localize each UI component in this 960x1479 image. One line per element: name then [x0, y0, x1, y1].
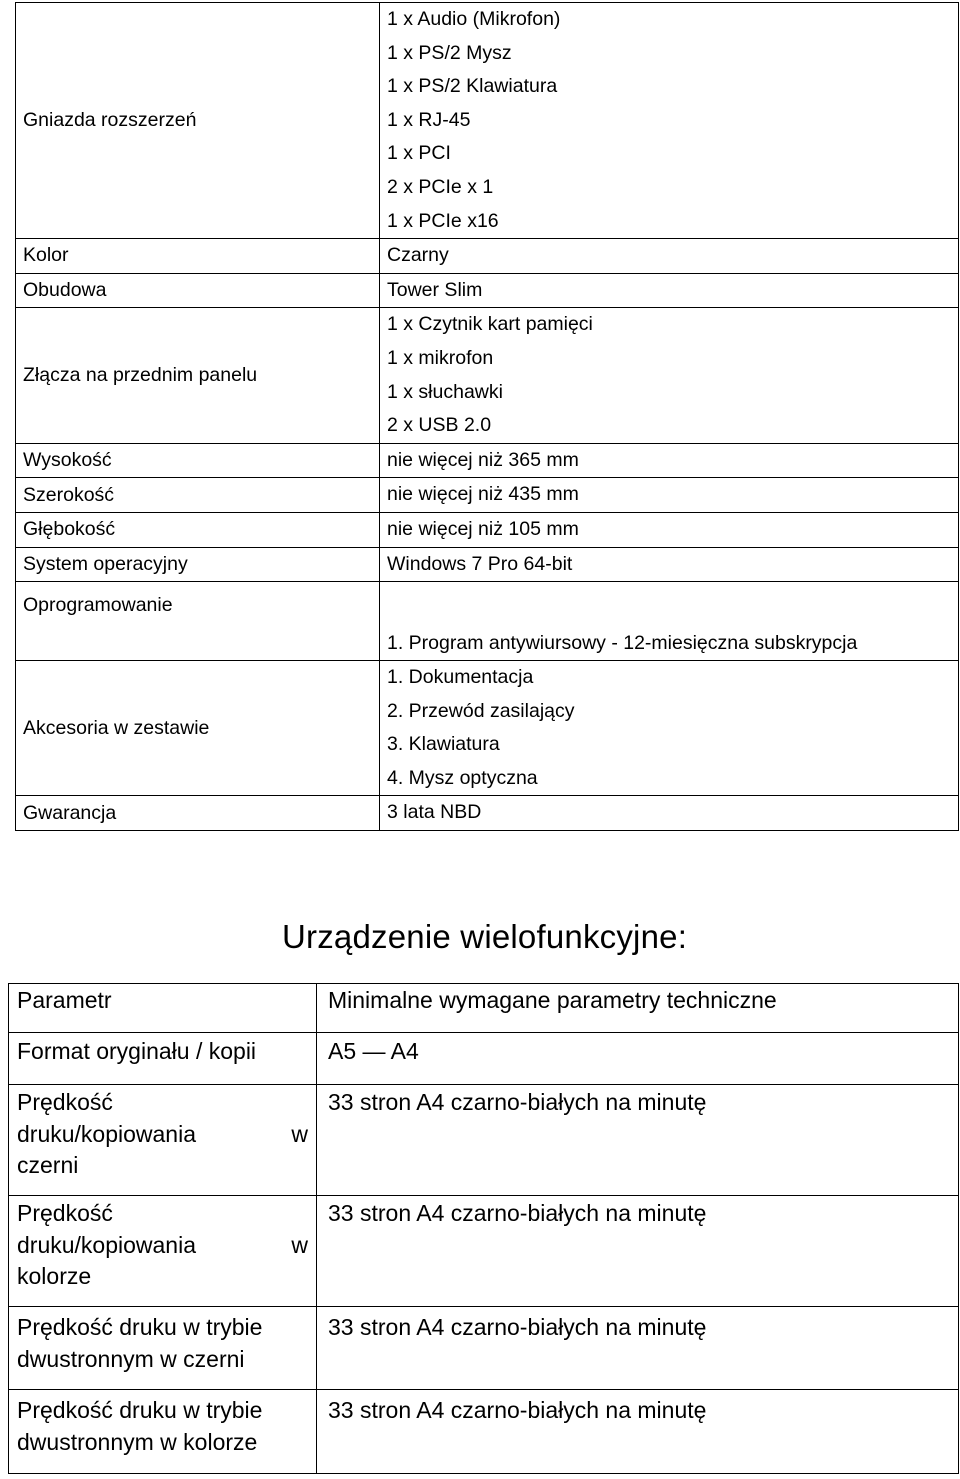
spec-value — [380, 512, 959, 547]
param-line: Prędkość — [17, 1200, 113, 1226]
spec-row-width — [16, 478, 959, 513]
spec-label-text: Kolor — [23, 244, 69, 267]
spec-row-expansion-slots — [16, 3, 959, 239]
spec-row-color — [16, 239, 959, 274]
spec-value-line: 2 x PCIe x 1 — [387, 175, 494, 198]
table-header-row — [9, 984, 959, 1033]
spec-row-case — [16, 273, 959, 308]
spec-value-line: 1 x Audio (Mikrofon) — [387, 8, 561, 30]
spec-value-line: 4. Mysz optyczna — [387, 766, 538, 789]
header-min-params: Minimalne wymagane parametry techniczne — [317, 984, 959, 1033]
value-cell: 33 stron A4 czarno-białych na minutę — [317, 1196, 959, 1307]
table-row — [9, 1196, 959, 1307]
spec-row-accessories — [16, 661, 959, 796]
spec-value — [380, 443, 959, 478]
spec-label — [16, 443, 380, 478]
spec-label — [16, 478, 380, 513]
spec-label-text: Głębokość — [23, 518, 116, 541]
spec-label-text: System operacyjny — [23, 552, 188, 575]
param-line: dwustronnym w kolorze — [17, 1428, 258, 1455]
spec-label — [16, 582, 380, 661]
spec-label-text: Wysokość — [23, 449, 112, 472]
spec-value-line: 1 x PS/2 Mysz — [387, 41, 512, 64]
spec-row-os — [16, 547, 959, 582]
spec-value-line: 3. Klawiatura — [387, 733, 500, 756]
value-cell: 33 stron A4 czarno-białych na minutę — [317, 1390, 959, 1474]
spec-value-line: Tower Slim — [387, 278, 483, 301]
spec-value-line: 1 x PCI — [387, 142, 451, 165]
spec-value-line: 1 x RJ-45 — [387, 108, 471, 131]
spec-value — [380, 3, 959, 239]
param-cell — [9, 1196, 317, 1307]
spec-value-line: 1 x PS/2 Klawiatura — [387, 75, 558, 98]
spec-value-line: 1 x mikrofon — [387, 346, 494, 369]
spec-value-line: Czarny — [387, 244, 449, 267]
param-cell — [9, 1085, 317, 1196]
table-row — [9, 1390, 959, 1474]
table-row — [9, 1033, 959, 1085]
spec-value-line: Windows 7 Pro 64-bit — [387, 552, 573, 575]
spec-label-text: Obudowa — [23, 279, 107, 302]
spec-label — [16, 661, 380, 796]
spec-value-line: 1 x Czytnik kart pamięci — [387, 313, 593, 336]
spec-value — [380, 478, 959, 513]
spec-label-text: Gwarancja — [23, 801, 117, 824]
value-cell: 33 stron A4 czarno-białych na minutę — [317, 1085, 959, 1196]
spec-label — [16, 308, 380, 443]
spec-row-warranty — [16, 796, 959, 831]
spec-label — [16, 547, 380, 582]
param-line: czerni — [17, 1152, 79, 1178]
spec-label — [16, 796, 380, 831]
section-title: Urządzenie wielofunkcyjne: — [282, 918, 688, 955]
spec-label-text: Szerokość — [23, 483, 115, 506]
param-line: dwustronnym w czerni — [17, 1345, 245, 1372]
param-line-text: druku/kopiowania — [17, 1231, 197, 1258]
table-row — [9, 1307, 959, 1390]
spec-value-line: 1 x słuchawki — [387, 380, 503, 403]
spec-label-text: Złącza na przednim panelu — [23, 364, 258, 387]
value-cell: 33 stron A4 czarno-białych na minutę — [317, 1307, 959, 1390]
param-line-text: druku/kopiowania — [17, 1120, 197, 1147]
spec-value-line: 1 x PCIe x16 — [387, 209, 499, 232]
param-line-word: w — [291, 1120, 308, 1147]
spec-label-text: Oprogramowanie — [23, 594, 173, 617]
param-cell: Format oryginału / kopii — [9, 1033, 317, 1085]
spec-value — [380, 661, 959, 796]
param-cell — [9, 1307, 317, 1390]
header-param: Parametr — [9, 984, 317, 1033]
spec-value — [380, 239, 959, 274]
spec-value-line: nie więcej niż 435 mm — [387, 483, 579, 506]
spec-value — [380, 308, 959, 443]
spec-value-line: 2 x USB 2.0 — [387, 414, 492, 437]
param-line: kolorze — [17, 1263, 92, 1289]
spec-value-line: nie więcej niż 105 mm — [387, 517, 579, 540]
spec-value-line: nie więcej niż 365 mm — [387, 448, 579, 471]
param-line — [17, 1230, 308, 1262]
spec-label — [16, 3, 380, 239]
spec-value-line: 3 lata NBD — [387, 801, 482, 824]
spec-value-line: 2. Przewód zasilający — [387, 699, 575, 722]
spec-value-line: 1. Program antywiursowy - 12-miesięczna subskrypcja — [387, 631, 858, 654]
spec-value — [380, 547, 959, 582]
param-line: Prędkość — [17, 1089, 113, 1115]
spec-value — [380, 582, 959, 661]
spec-row-height — [16, 443, 959, 478]
param-line-word: w — [291, 1231, 308, 1258]
mfp-spec-table — [8, 983, 959, 1474]
spec-value — [380, 796, 959, 831]
spec-label-text: Akcesoria w zestawie — [23, 716, 210, 739]
value-cell: A5 — A4 — [317, 1033, 959, 1085]
spec-value-line: 1. Dokumentacja — [387, 666, 534, 689]
param-line: Prędkość druku w trybie — [17, 1314, 263, 1340]
spec-label-text: Gniazda rozszerzeń — [23, 109, 197, 132]
spec-row-depth — [16, 512, 959, 547]
table-row — [9, 1085, 959, 1196]
spec-label — [16, 239, 380, 274]
spec-label — [16, 273, 380, 308]
param-line — [17, 1119, 308, 1151]
spec-row-front-panel — [16, 308, 959, 443]
computer-spec-table — [15, 2, 959, 831]
param-cell — [9, 1390, 317, 1474]
spec-value — [380, 273, 959, 308]
spec-row-software — [16, 582, 959, 661]
param-line: Prędkość druku w trybie — [17, 1397, 263, 1423]
spec-label — [16, 512, 380, 547]
